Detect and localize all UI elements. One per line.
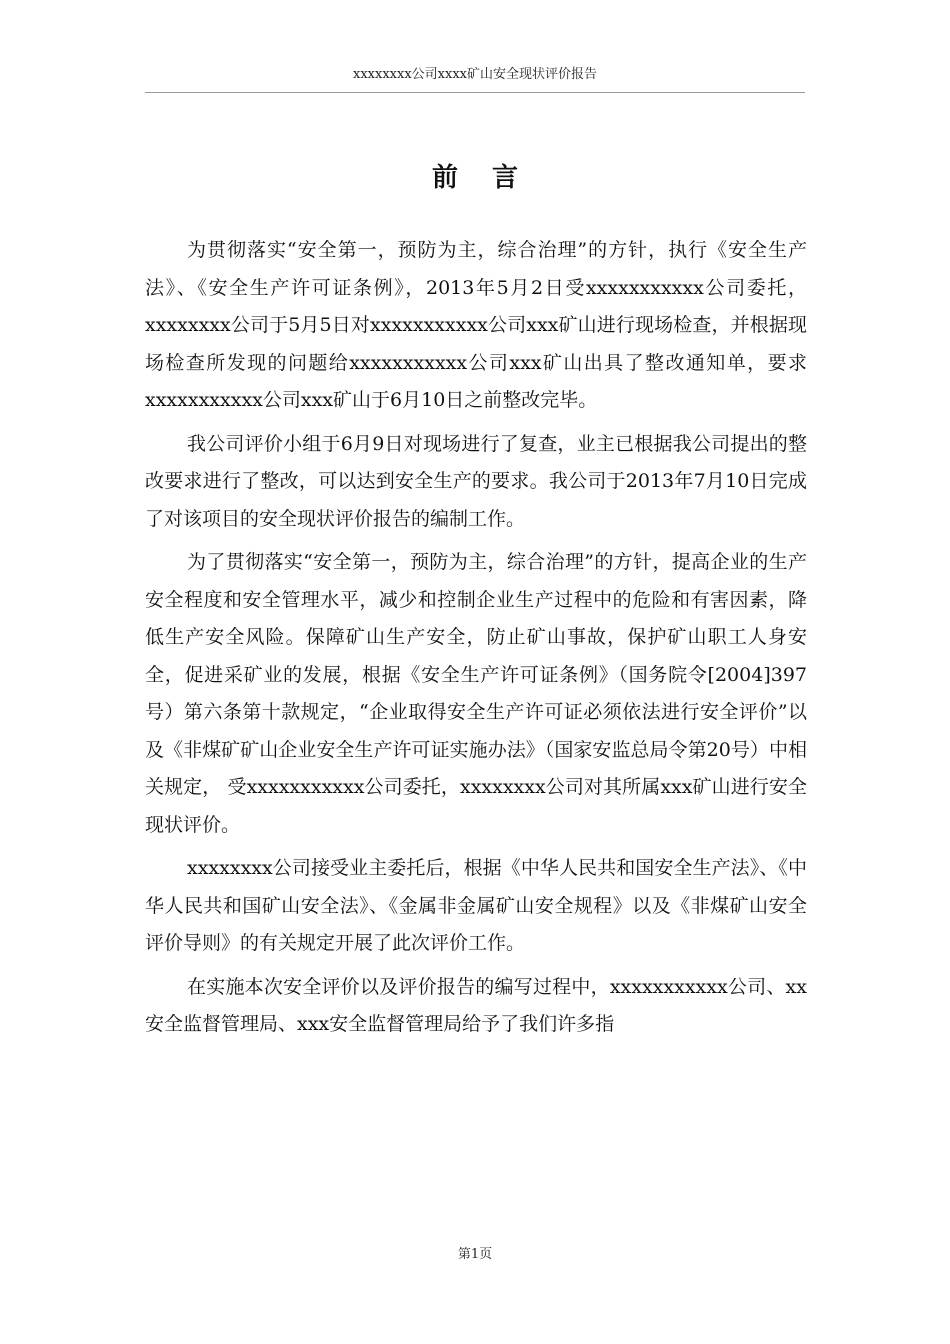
header-text: xxxxxxxx公司xxxx矿山安全现状评价报告 xyxy=(353,67,597,82)
paragraph-2: 我公司评价小组于6月9日对现场进行了复查，业主已根据我公司提出的整改要求进行了整改，可以达到安全生产的要求。我公司于2013年7月10日完成了对该项目的安全现状评价报告的编制工作。 xyxy=(145,432,807,530)
paragraph-3: 为了贯彻落实“安全第一，预防为主，综合治理”的方针，提高企业的生产安全程度和安全管理水平，减少和控制企业生产过程中的危险和有害因素，降低生产安全风险。保障矿山生产安全，防止矿山事故，保护矿山职工人身安全，促进采矿业的发展，根据《安全生产许可证条例》（国务院令[2004]397号）第六条第十款规定，“企业取得安全生产许可证必须依法进行安全评价”以及《非煤矿矿山企业安全生产许可证实施办法》（国家安监总局令第20号）中相关规定， 受xxxxxxxxxxx公司委托，xxxxxxxx公司对其所属xxx矿山进行安全现状评价。 xyxy=(145,551,807,836)
paragraph-4: xxxxxxxx公司接受业主委托后，根据《中华人民共和国安全生产法》、《中华人民共和国矿山安全法》、《金属非金属矿山安全规程》以及《非煤矿山安全评价导则》的有关规定开展了此次评价工作。 xyxy=(145,857,807,954)
paragraph-1: 为贯彻落实“安全第一，预防为主，综合治理”的方针，执行《安全生产法》、《安全生产许可证条例》，2013年5月2日受xxxxxxxxxxx公司委托，xxxxxxxx公司于5月5日对xxxxxxxxxxx公司xxx矿山进行现场检查，并根据现场检查所发现的问题给xxxxxxxxxxx公司xxx矿山出具了整改通知单，要求xxxxxxxxxxx公司xxx矿山于6月10日之前整改完毕。 xyxy=(145,239,807,411)
page-footer xyxy=(0,1246,950,1264)
page-number: 第1页 xyxy=(457,1247,493,1262)
page-header xyxy=(145,64,805,93)
paragraph-5: 在实施本次安全评价以及评价报告的编写过程中，xxxxxxxxxxx公司、xx安全监督管理局、xxx安全监督管理局给予了我们许多指 xyxy=(145,975,807,1035)
page-title: 前言 xyxy=(431,163,552,193)
document-body xyxy=(145,232,807,1050)
